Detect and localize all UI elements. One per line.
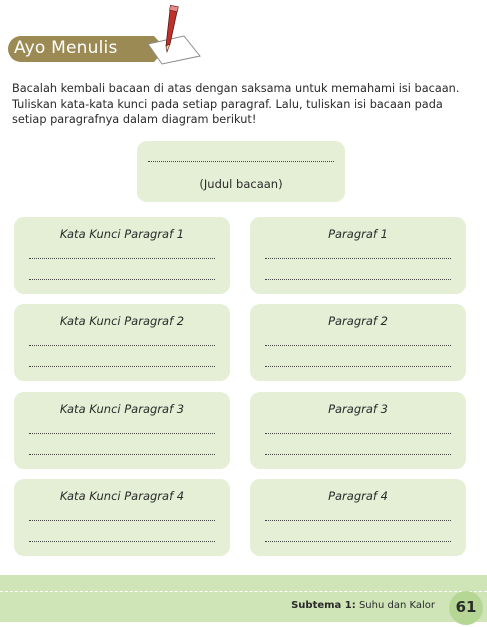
keyword-card-label: Kata Kunci Paragraf 2 — [59, 314, 185, 328]
keyword-card-4 — [14, 479, 230, 556]
paragraph-card-label: Paragraf 2 — [328, 314, 388, 328]
fill-line[interactable] — [29, 344, 215, 346]
pencil-paper-icon — [140, 4, 210, 66]
title-fill-line[interactable] — [148, 152, 334, 162]
footer-subtema-label: Subtema 1: — [291, 600, 356, 611]
fill-line[interactable] — [265, 257, 451, 259]
keyword-card-label: Kata Kunci Paragraf 4 — [59, 489, 185, 503]
paper-icon — [148, 36, 200, 64]
keyword-card-label: Kata Kunci Paragraf 3 — [59, 402, 185, 416]
instructions — [12, 81, 478, 128]
fill-line[interactable] — [29, 519, 215, 521]
fill-line[interactable] — [29, 278, 215, 280]
paragraph-card-label: Paragraf 4 — [328, 489, 388, 503]
footer-subtema — [291, 600, 435, 611]
footer-divider — [0, 591, 487, 593]
fill-line[interactable] — [265, 365, 451, 367]
instruction-line: Bacalah kembali bacaan di atas dengan saksama untuk memahami isi bacaan. — [12, 82, 460, 95]
paragraph-card-4 — [250, 479, 466, 556]
fill-line[interactable] — [29, 365, 215, 367]
instruction-line: setiap paragrafnya dalam diagram berikut! — [12, 113, 257, 126]
keyword-card-1 — [14, 217, 230, 294]
instruction-line: Tuliskan kata-kata kunci pada setiap paragraf. Lalu, tuliskan isi bacaan pada — [12, 97, 443, 111]
section-title: Ayo Menulis — [14, 38, 118, 58]
fill-line[interactable] — [29, 540, 215, 542]
paragraph-card-2 — [250, 304, 466, 381]
keyword-card-3 — [14, 392, 230, 469]
paragraph-card-label: Paragraf 3 — [328, 402, 388, 416]
footer-bottom-strip — [0, 622, 487, 627]
fill-line[interactable] — [29, 453, 215, 455]
paragraph-card-3 — [250, 392, 466, 469]
fill-line[interactable] — [29, 257, 215, 259]
fill-line[interactable] — [265, 278, 451, 280]
title-box-label: (Judul bacaan) — [199, 177, 283, 191]
fill-line[interactable] — [265, 540, 451, 542]
page-number: 61 — [455, 598, 477, 616]
fill-line[interactable] — [29, 432, 215, 434]
keyword-card-label: Kata Kunci Paragraf 1 — [59, 227, 185, 241]
paragraph-card-label: Paragraf 1 — [328, 227, 388, 241]
title-box — [137, 141, 345, 202]
paragraph-card-1 — [250, 217, 466, 294]
fill-line[interactable] — [265, 519, 451, 521]
fill-line[interactable] — [265, 344, 451, 346]
fill-line[interactable] — [265, 432, 451, 434]
fill-line[interactable] — [265, 453, 451, 455]
keyword-card-2 — [14, 304, 230, 381]
footer-subtema-title: Suhu dan Kalor — [358, 600, 435, 611]
